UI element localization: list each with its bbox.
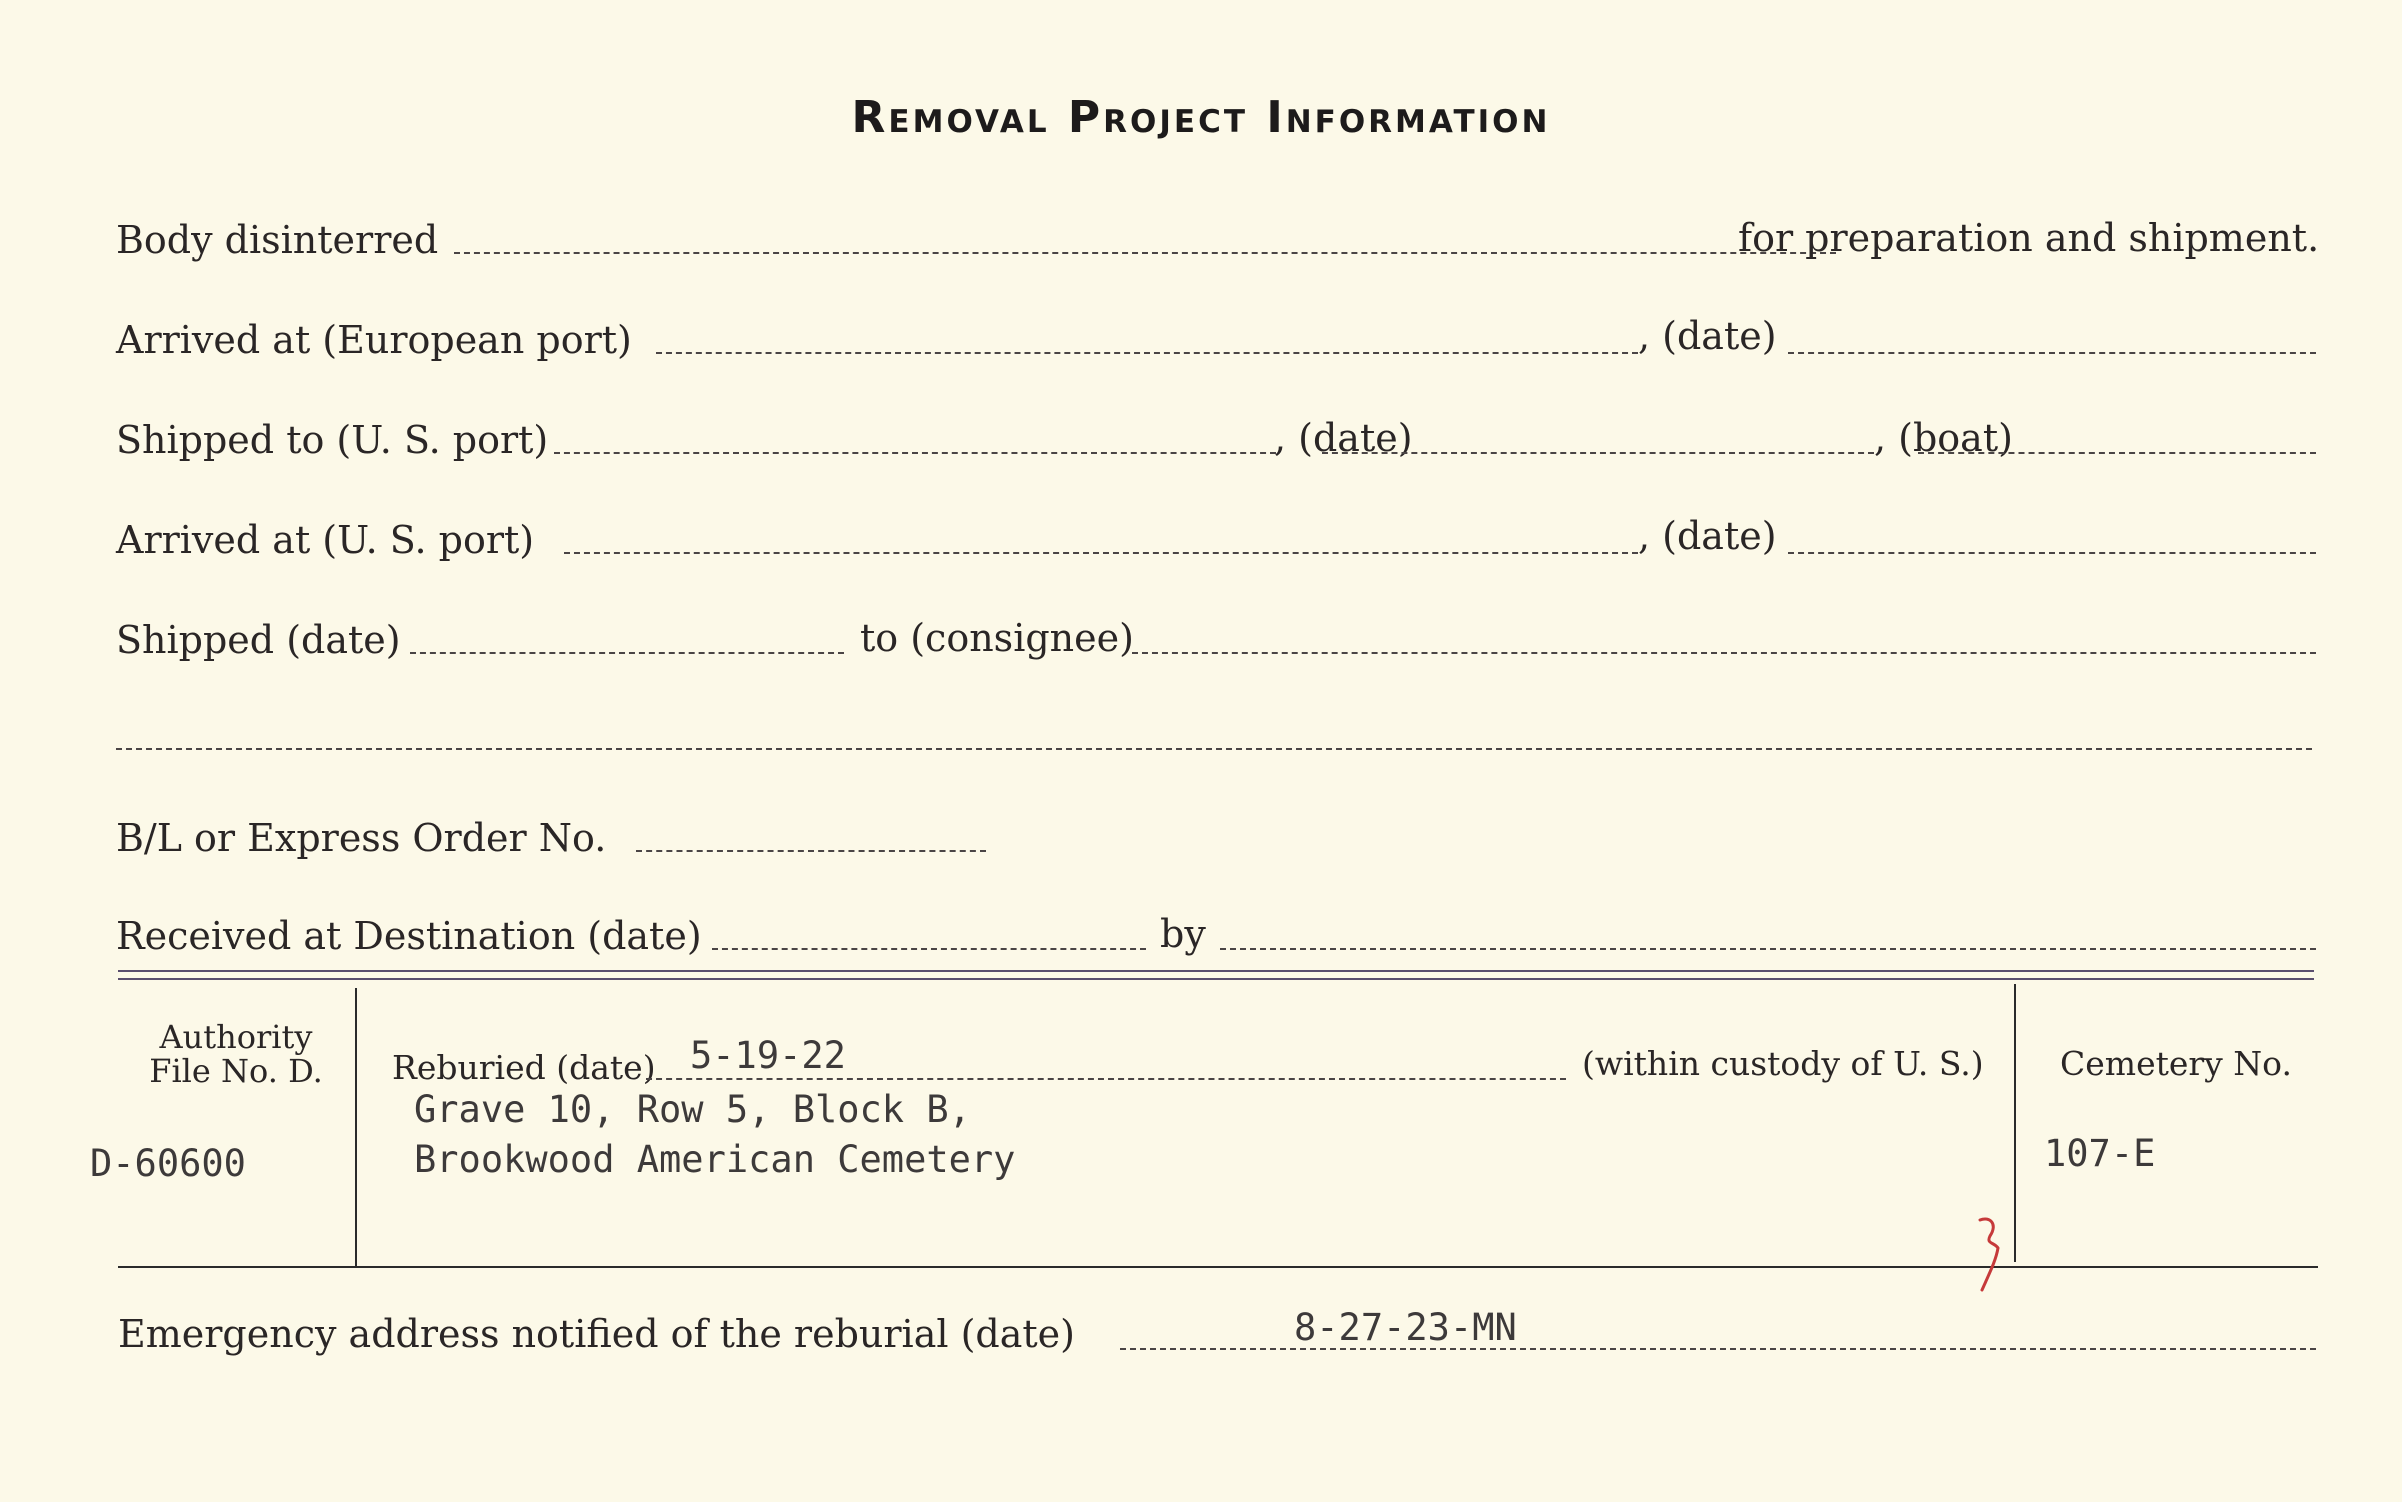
to-consignee-label: to (consignee) — [860, 616, 1134, 660]
shipped-date2-line — [410, 652, 844, 654]
received-by-line — [1220, 948, 2316, 950]
authority-label-1: Authority — [159, 1018, 313, 1056]
european-date-label: , (date) — [1638, 314, 1777, 358]
shipped-date-line — [1322, 452, 1874, 454]
boat-label: , (boat) — [1874, 416, 2013, 460]
us-port-line — [554, 452, 1276, 454]
for-preparation-label: for preparation and shipment. — [1738, 216, 2320, 260]
double-rule-bottom — [118, 978, 2314, 980]
arrived-us-row — [116, 514, 2316, 578]
by-label: by — [1160, 912, 1206, 956]
reburied-label: Reburied (date) — [392, 1048, 656, 1087]
emergency-date-value: 8-27-23-MN — [1294, 1306, 1517, 1349]
arrived-european-row — [116, 314, 2316, 378]
cemetery-value: 107-E — [2044, 1132, 2156, 1175]
grave-line-2: Brookwood American Cemetery — [414, 1138, 1016, 1181]
bl-order-line — [636, 850, 986, 852]
reburied-date-value: 5-19-22 — [690, 1034, 846, 1077]
arrived-us-label: Arrived at (U. S. port) — [116, 518, 535, 562]
page-title: Removal Project Information — [851, 92, 1551, 143]
authority-label-2: File No. D. — [149, 1052, 323, 1090]
european-port-line — [656, 352, 1638, 354]
bl-order-row — [116, 816, 2316, 876]
european-date-line — [1788, 352, 2316, 354]
body-disinterred-row — [116, 216, 2320, 278]
shipped-date2-label: Shipped (date) — [116, 618, 401, 662]
emergency-label: Emergency address notified of the reburial (date) — [118, 1312, 1075, 1356]
received-row — [116, 914, 2316, 974]
consignee-line — [1132, 652, 2316, 654]
boat-line — [1918, 452, 2316, 454]
authority-divider — [355, 988, 357, 1266]
arrived-us-line — [564, 552, 1638, 554]
authority-file-value: D-60600 — [90, 1142, 246, 1185]
shipped-us-row — [116, 418, 2316, 478]
received-date-line — [712, 948, 1146, 950]
arrived-us-date-line — [1788, 552, 2316, 554]
reburied-line — [646, 1078, 1566, 1080]
arrived-european-label: Arrived at (European port) — [116, 318, 632, 362]
shipped-date-label: , (date) — [1274, 416, 1413, 460]
body-disinterred-label: Body disinterred — [116, 218, 439, 262]
custody-label: (within custody of U. S.) — [1582, 1044, 1984, 1083]
shipped-us-label: Shipped to (U. S. port) — [116, 418, 549, 462]
cemetery-label: Cemetery No. — [2060, 1044, 2292, 1083]
body-disinterred-line — [454, 252, 1836, 254]
arrived-us-date-label: , (date) — [1638, 514, 1777, 558]
received-label: Received at Destination (date) — [116, 914, 702, 958]
grave-line-1: Grave 10, Row 5, Block B, — [414, 1088, 971, 1131]
bl-order-label: B/L or Express Order No. — [116, 816, 607, 860]
double-rule-top — [118, 970, 2314, 972]
shipped-consignee-row — [116, 618, 2316, 678]
continuation-line — [116, 748, 2312, 750]
red-check-mark — [1968, 1214, 2018, 1294]
emergency-row — [116, 1306, 2316, 1372]
